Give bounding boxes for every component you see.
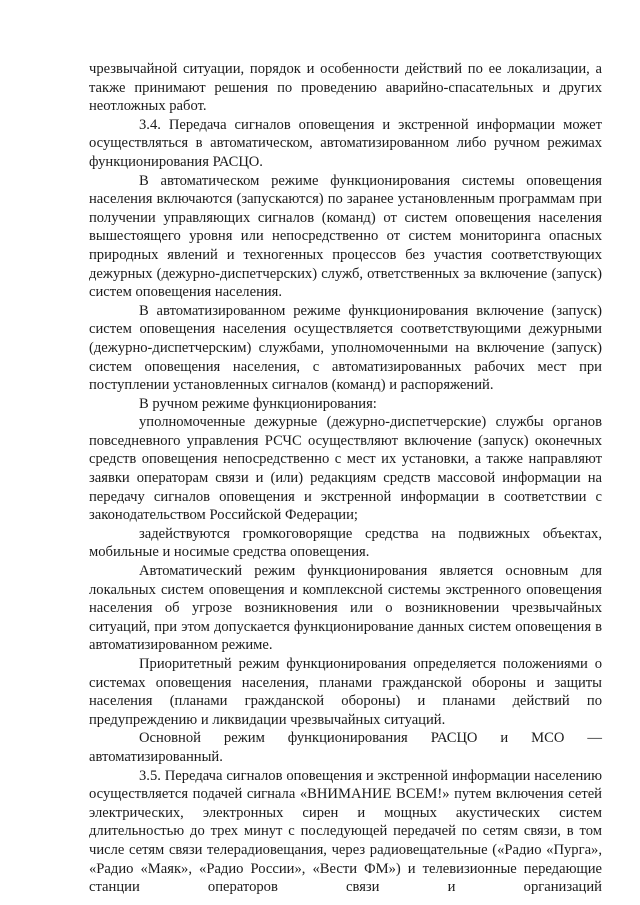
paragraph-manual-mode-heading: В ручном режиме функционирования: xyxy=(139,395,377,412)
paragraph-manual-mode-loudspeakers: задействуются громкоговорящие средства на подвижных объектах, мобильные и носимые средства оповещения. xyxy=(89,525,602,561)
paragraph-manual-mode-duty-services: уполномоченные дежурные (дежурно-диспетчерские) службы органов повседневного управления РСЧС осуществляют включение (запуск) оконечных средств оповещения непосредственно с мест их установки, а также направляют заявки операторам связи и (или) редакциям средств массовой информации на передачу сигналов оповещения и экстренной информации в соответствии с законодательством Российской Федерации; xyxy=(89,414,602,524)
paragraph-3-4: 3.4. Передача сигналов оповещения и экстренной информации может осуществляться в автоматическом, автоматизированном либо ручном режимах функционирования РАСЦО. xyxy=(89,116,602,170)
paragraph-priority-mode: Приоритетный режим функционирования определяется положениями о системах оповещения населения, планами гражданской обороны и защиты населения (планами гражданской обороны) и планами действий по предупреждению и ликвидации чрезвычайных ситуаций. xyxy=(89,656,602,728)
paragraph-main-mode: Основной режим функционирования РАСЦО и МСО — автоматизированный. xyxy=(89,730,602,765)
paragraph-automated-mode: В автоматизированном режиме функционирования включение (запуск) систем оповещения населения осуществляется соответствующими дежурными (дежурно-диспетчерским) службами, уполномоченными на включение (запуск) систем оповещения населения, с автоматизированных рабочих мест при поступлении установленных сигналов (команд) и распоряжений. xyxy=(89,302,602,394)
paragraph-intro-continuation: чрезвычайной ситуации, порядок и особенности действий по ее локализации, а также принимают решения по проведению аварийно-спасательных и других неотложных работ. xyxy=(89,61,602,115)
paragraph-automatic-mode: В автоматическом режиме функционирования системы оповещения населения включаются (запускаются) по заранее установленным программам при получении управляющих сигналов (команд) от систем оповещения населения вышестоящего уровня или непосредственно от систем мониторинга опасных природных явлений и техногенных процессов без участия соответствующих дежурных (дежурно-диспетчерских) служб, ответственных за включение (запуск) систем оповещения населения. xyxy=(89,172,602,301)
paragraph-3-5: 3.5. Передача сигналов оповещения и экстренной информации населению осуществляется подачей сигнала «ВНИМАНИЕ ВСЕМ!» путем включения сетей электрических, электронных сирен и мощных акустических систем длительностью до трех минут с последующей передачей по сетям связи, в том числе сетям связи телерадиовещания, через радиовещательные («Радио «Пурга», «Радио «Маяк», «Радио России», «Вести ФМ») и телевизионные передающие станции операторов связи и организаций xyxy=(89,767,602,896)
paragraph-automatic-primary: Автоматический режим функционирования является основным для локальных систем оповещения и комплексной системы экстренного оповещения населения об угрозе возникновения или о возникновении чрезвычайных ситуаций, при этом допускается функционирование данных систем оповещения в автоматизированном режиме. xyxy=(89,563,602,654)
document-page xyxy=(89,60,602,897)
